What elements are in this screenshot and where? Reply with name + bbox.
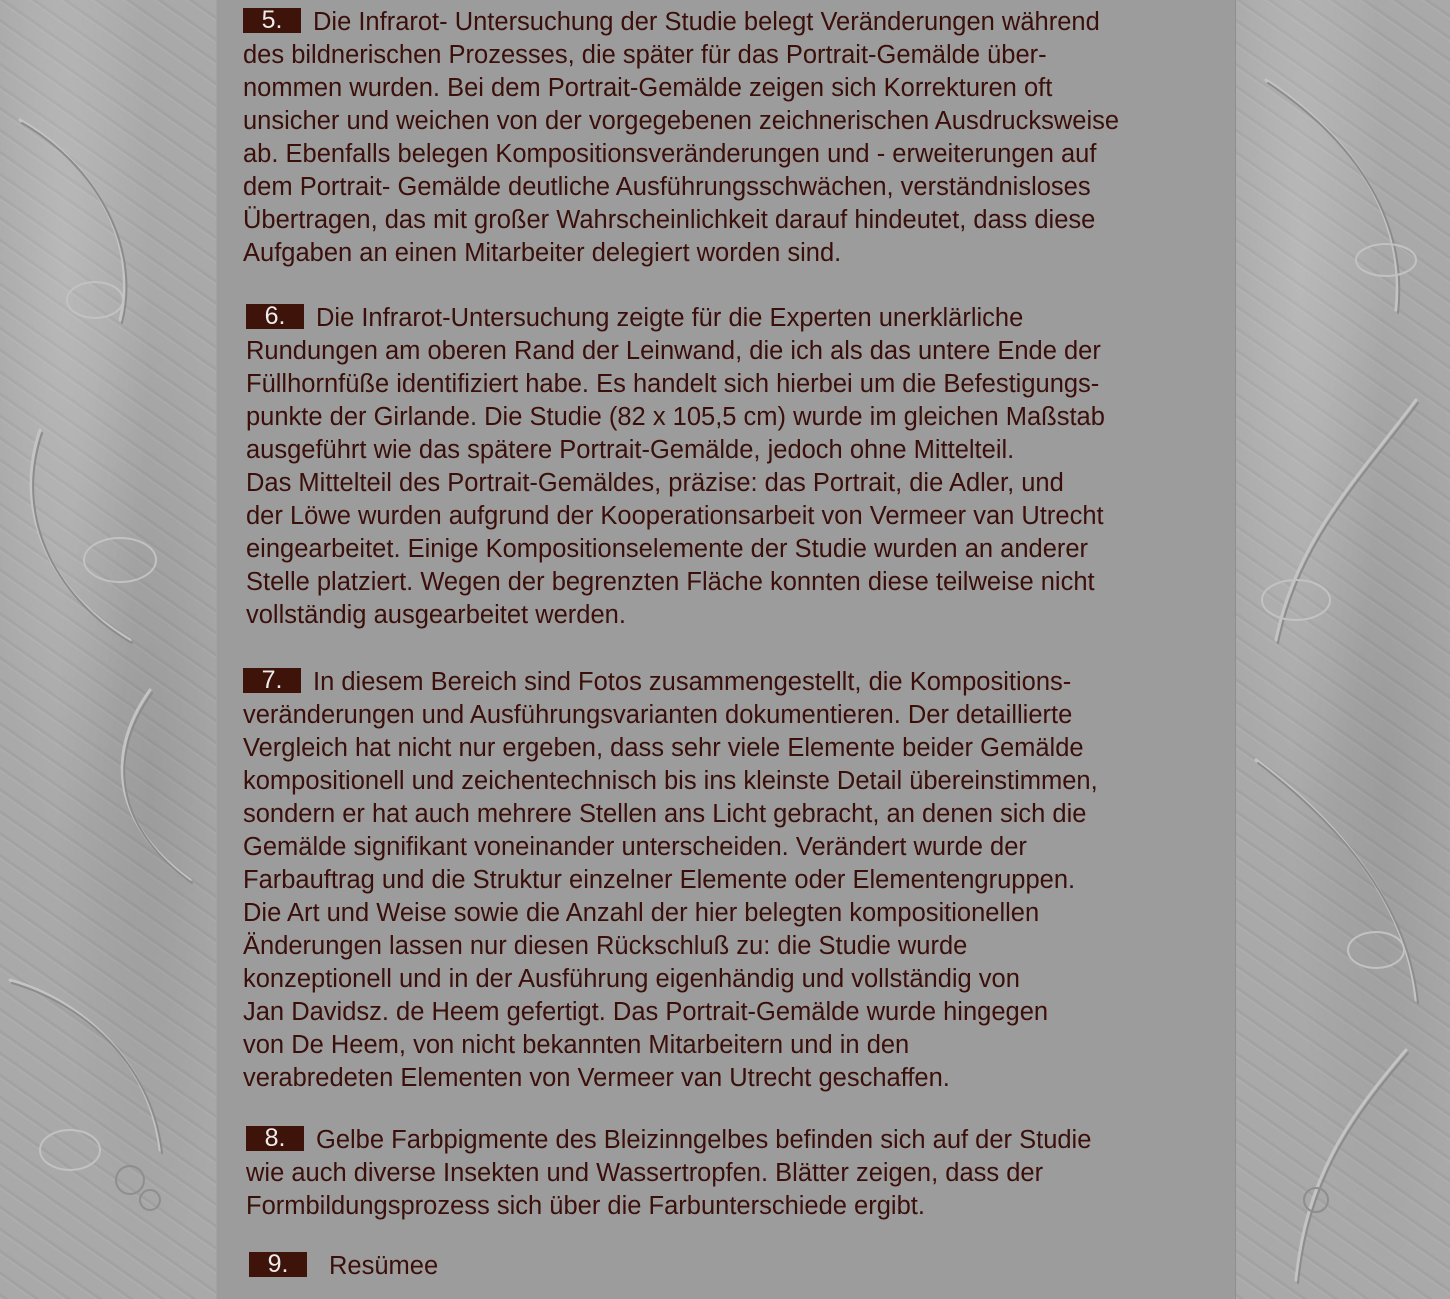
section-7-text-1: In diesem Bereich sind Fotos zusammengestellt, die Kompositions- (313, 668, 1072, 696)
embossed-floral-panel-left (0, 0, 216, 1299)
section-6-line-4: punkte der Girlande. Die Studie (82 x 105,5 cm) wurde im gleichen Maßstab (246, 403, 1105, 431)
section-7-line-13: verabredeten Elementen von Vermeer van Utrecht geschaffen. (243, 1064, 950, 1092)
section-6-line-9: Stelle platziert. Wegen der begrenzten Fläche konnten diese teilweise nicht (246, 568, 1095, 596)
section-7-line-4: kompositionell und zeichentechnisch bis ins kleinste Detail übereinstimmen, (243, 767, 1098, 795)
section-9 (249, 1250, 1239, 1283)
section-number-badge: 9. (249, 1252, 307, 1277)
section-5 (243, 6, 1233, 270)
section-8-line-2: wie auch diverse Insekten und Wassertropfen. Blätter zeigen, dass der (246, 1159, 1044, 1187)
section-5-text-1: Die Infrarot- Untersuchung der Studie belegt Veränderungen während (313, 8, 1100, 36)
section-5-line-1 (243, 6, 1233, 39)
section-6-line-3: Füllhornfüße identifiziert habe. Es handelt sich hierbei um die Befestigungs- (246, 370, 1100, 398)
section-5-line-5: ab. Ebenfalls belegen Kompositionsveränderungen und - erweiterungen auf (243, 140, 1097, 168)
section-8 (246, 1124, 1236, 1223)
section-7 (243, 666, 1233, 1095)
section-8-line-1 (246, 1124, 1236, 1157)
section-7-line-12: von De Heem, von nicht bekannten Mitarbeitern und in den (243, 1031, 910, 1059)
floral-relief-right (1236, 0, 1450, 1299)
section-9-heading: Resümee (329, 1252, 439, 1280)
section-5-line-8: Aufgaben an einen Mitarbeiter delegiert worden sind. (243, 239, 842, 267)
section-6-line-2: Rundungen am oberen Rand der Leinwand, die ich als das untere Ende der (246, 337, 1101, 365)
section-7-line-7: Farbauftrag und die Struktur einzelner Elemente oder Elementengruppen. (243, 866, 1076, 894)
section-7-line-3: Vergleich hat nicht nur ergeben, dass sehr viele Elemente beider Gemälde (243, 734, 1084, 762)
section-5-line-6: dem Portrait- Gemälde deutliche Ausführungsschwächen, verständnisloses (243, 173, 1091, 201)
section-number-badge: 7. (243, 668, 301, 693)
section-6-line-7: der Löwe wurden aufgrund der Kooperationsarbeit von Vermeer van Utrecht (246, 502, 1104, 530)
section-6-line-6: Das Mittelteil des Portrait-Gemäldes, präzise: das Portrait, die Adler, und (246, 469, 1064, 497)
section-7-line-5: sondern er hat auch mehrere Stellen ans Licht gebracht, an denen sich die (243, 800, 1087, 828)
section-6 (246, 302, 1236, 632)
section-9-line-1 (249, 1250, 1239, 1283)
section-5-line-3: nommen wurden. Bei dem Portrait-Gemälde zeigen sich Korrekturen oft (243, 74, 1053, 102)
section-7-line-1 (243, 666, 1233, 699)
text-panel (216, 0, 1236, 1299)
section-5-line-4: unsicher und weichen von der vorgegebenen zeichnerischen Ausdrucksweise (243, 107, 1120, 135)
section-number-badge: 8. (246, 1126, 304, 1151)
section-8-text-1: Gelbe Farbpigmente des Bleizinngelbes befinden sich auf der Studie (316, 1126, 1092, 1154)
section-5-line-7: Übertragen, das mit großer Wahrscheinlichkeit darauf hindeutet, dass diese (243, 206, 1096, 234)
section-6-line-8: eingearbeitet. Einige Kompositionselemente der Studie wurden an anderer (246, 535, 1089, 563)
section-8-line-3: Formbildungsprozess sich über die Farbunterschiede ergibt. (246, 1192, 925, 1220)
section-6-line-1 (246, 302, 1236, 335)
section-7-line-2: veränderungen und Ausführungsvarianten dokumentieren. Der detaillierte (243, 701, 1073, 729)
section-7-line-8: Die Art und Weise sowie die Anzahl der hier belegten kompositionellen (243, 899, 1040, 927)
floral-relief-left (0, 0, 216, 1299)
section-5-line-2: des bildnerischen Prozesses, die später für das Portrait-Gemälde über- (243, 41, 1047, 69)
section-7-line-11: Jan Davidsz. de Heem gefertigt. Das Portrait-Gemälde wurde hingegen (243, 998, 1049, 1026)
section-6-line-5: ausgeführt wie das spätere Portrait-Gemälde, jedoch ohne Mittelteil. (246, 436, 1015, 464)
section-6-line-10: vollständig ausgearbeitet werden. (246, 601, 626, 629)
section-7-line-10: konzeptionell und in der Ausführung eigenhändig und vollständig von (243, 965, 1020, 993)
embossed-floral-panel-right (1236, 0, 1450, 1299)
section-number-badge: 6. (246, 304, 304, 329)
section-number-badge: 5. (243, 8, 301, 33)
section-7-line-9: Änderungen lassen nur diesen Rückschluß zu: die Studie wurde (243, 932, 968, 960)
section-7-line-6: Gemälde signifikant voneinander unterscheiden. Verändert wurde der (243, 833, 1027, 861)
section-6-text-1: Die Infrarot-Untersuchung zeigte für die Experten unerklärliche (316, 304, 1024, 332)
